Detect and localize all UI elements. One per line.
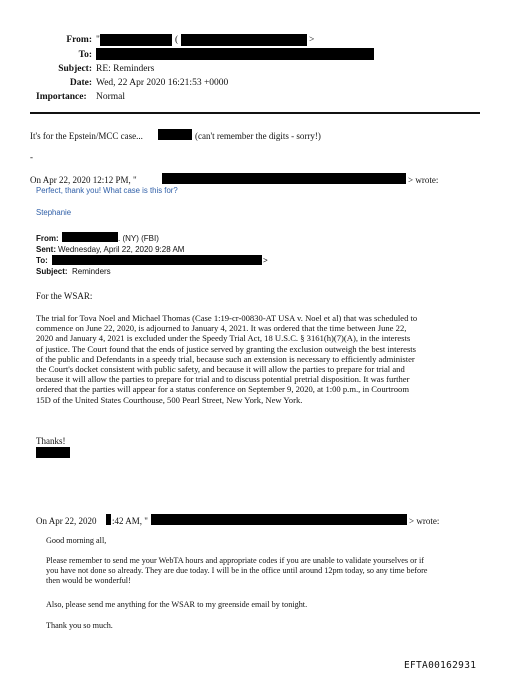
paragraph-line: Please remember to send me your WebTA hours and appropriate codes if you are unable to validate yourselves or if xyxy=(46,556,424,565)
quote3-intro-mid: :42 AM, " xyxy=(112,516,148,526)
from-label: From: xyxy=(66,35,92,45)
paragraph-line: 2020 and January 4, 2021 is excluded under the Speedy Trial Act, 18 U.S.C. § 3161(h)(7)(A), in the interests xyxy=(36,333,411,344)
wsar-paragraph xyxy=(36,313,484,405)
redaction-block xyxy=(106,514,111,525)
quote3-intro-prefix: On Apr 22, 2020 xyxy=(36,516,97,526)
quote1-intro-prefix: On Apr 22, 2020 12:12 PM, " xyxy=(30,175,137,185)
redaction-block xyxy=(52,255,262,265)
paragraph-line: the Court's docket consistent with public safety, and because it will allow the parties to prepare for trial and xyxy=(36,364,405,375)
reply-text-before: It's for the Epstein/MCC case... xyxy=(30,131,143,141)
quote3-greeting: Good morning all, xyxy=(46,536,107,545)
subject-label: Subject: xyxy=(58,64,92,74)
thanks-text: Thanks! xyxy=(36,436,66,446)
redaction-block xyxy=(100,34,172,46)
importance-label: Importance: xyxy=(36,92,87,102)
wsar-intro: For the WSAR: xyxy=(36,291,93,301)
header-divider xyxy=(30,112,480,114)
quote2-sent-label: Sent: xyxy=(36,245,56,254)
redaction-block xyxy=(36,447,70,458)
redaction-block xyxy=(151,514,407,525)
paragraph-line: then would be wonderful! xyxy=(46,576,131,585)
quote1-signature: Stephanie xyxy=(36,208,72,217)
paragraph-line: of justice. The Court found that the ends of justice served by granting the exclusion outweigh the best interests xyxy=(36,343,417,354)
date-value: Wed, 22 Apr 2020 16:21:53 +0000 xyxy=(96,78,229,88)
paragraph-line: you have not done so already. They are due today. I will be in the office until around 12pm today, so any time before xyxy=(46,566,428,575)
redaction-block xyxy=(62,232,118,242)
dash-separator: - xyxy=(30,152,33,162)
from-value-suffix: > xyxy=(309,35,315,45)
redaction-block xyxy=(96,48,374,60)
redaction-block xyxy=(181,34,307,46)
quote2-sent-value: Wednesday, April 22, 2020 9:28 AM xyxy=(58,245,185,254)
redaction-block xyxy=(158,129,192,140)
document-id: EFTA00162931 xyxy=(404,660,477,671)
quote3-wsar-request: Also, please send me anything for the WSAR to my greenside email by tonight. xyxy=(46,600,308,609)
quote2-to-suffix: > xyxy=(263,256,268,265)
paragraph-line: ordered that the parties will appear for a status conference on September 9, 2020, at 1:00 p.m., in Courtroom xyxy=(36,384,410,395)
quote2-from-label: From: xyxy=(36,234,59,243)
quote3-paragraph xyxy=(46,556,490,586)
quote1-intro-suffix: > wrote: xyxy=(408,175,439,185)
to-label: To: xyxy=(78,50,92,60)
quote3-intro-suffix: > wrote: xyxy=(409,516,440,526)
quote3-closing: Thank you so much. xyxy=(46,621,113,630)
paragraph-line: commence on June 22, 2020, is adjourned to January 4, 2021. It was ordered that the time between June 22, xyxy=(36,323,407,334)
quote2-subject-label: Subject: xyxy=(36,267,68,276)
paragraph-line: 15D of the United States Courthouse, 500 Pearl Street, New York, New York. xyxy=(36,394,303,405)
quote1-line: Perfect, thank you! What case is this for? xyxy=(36,186,178,195)
paragraph-line: because it will allow the parties to prepare for trial and to discuss potential pretrial disposition. It was further xyxy=(36,374,410,385)
subject-value: RE: Reminders xyxy=(96,64,155,74)
quote2-subject-value: Reminders xyxy=(72,267,111,276)
date-label: Date: xyxy=(69,78,92,88)
importance-value: Normal xyxy=(96,92,126,102)
redaction-block xyxy=(162,173,406,184)
quote2-to-label: To: xyxy=(36,256,48,265)
reply-text-after: (can't remember the digits - sorry!) xyxy=(195,131,321,141)
quote2-from-suffix: . (NY) (FBI) xyxy=(118,234,159,243)
from-value-mid: ( xyxy=(175,35,179,45)
paragraph-line: The trial for Tova Noel and Michael Thomas (Case 1:19-cr-00830-AT USA v. Noel et al) that was scheduled to xyxy=(36,313,418,323)
from-value-prefix: " xyxy=(96,35,100,45)
paragraph-line: of the public and Defendants in a speedy trial, because such an extension is necessary to efficiently administer xyxy=(36,353,415,364)
